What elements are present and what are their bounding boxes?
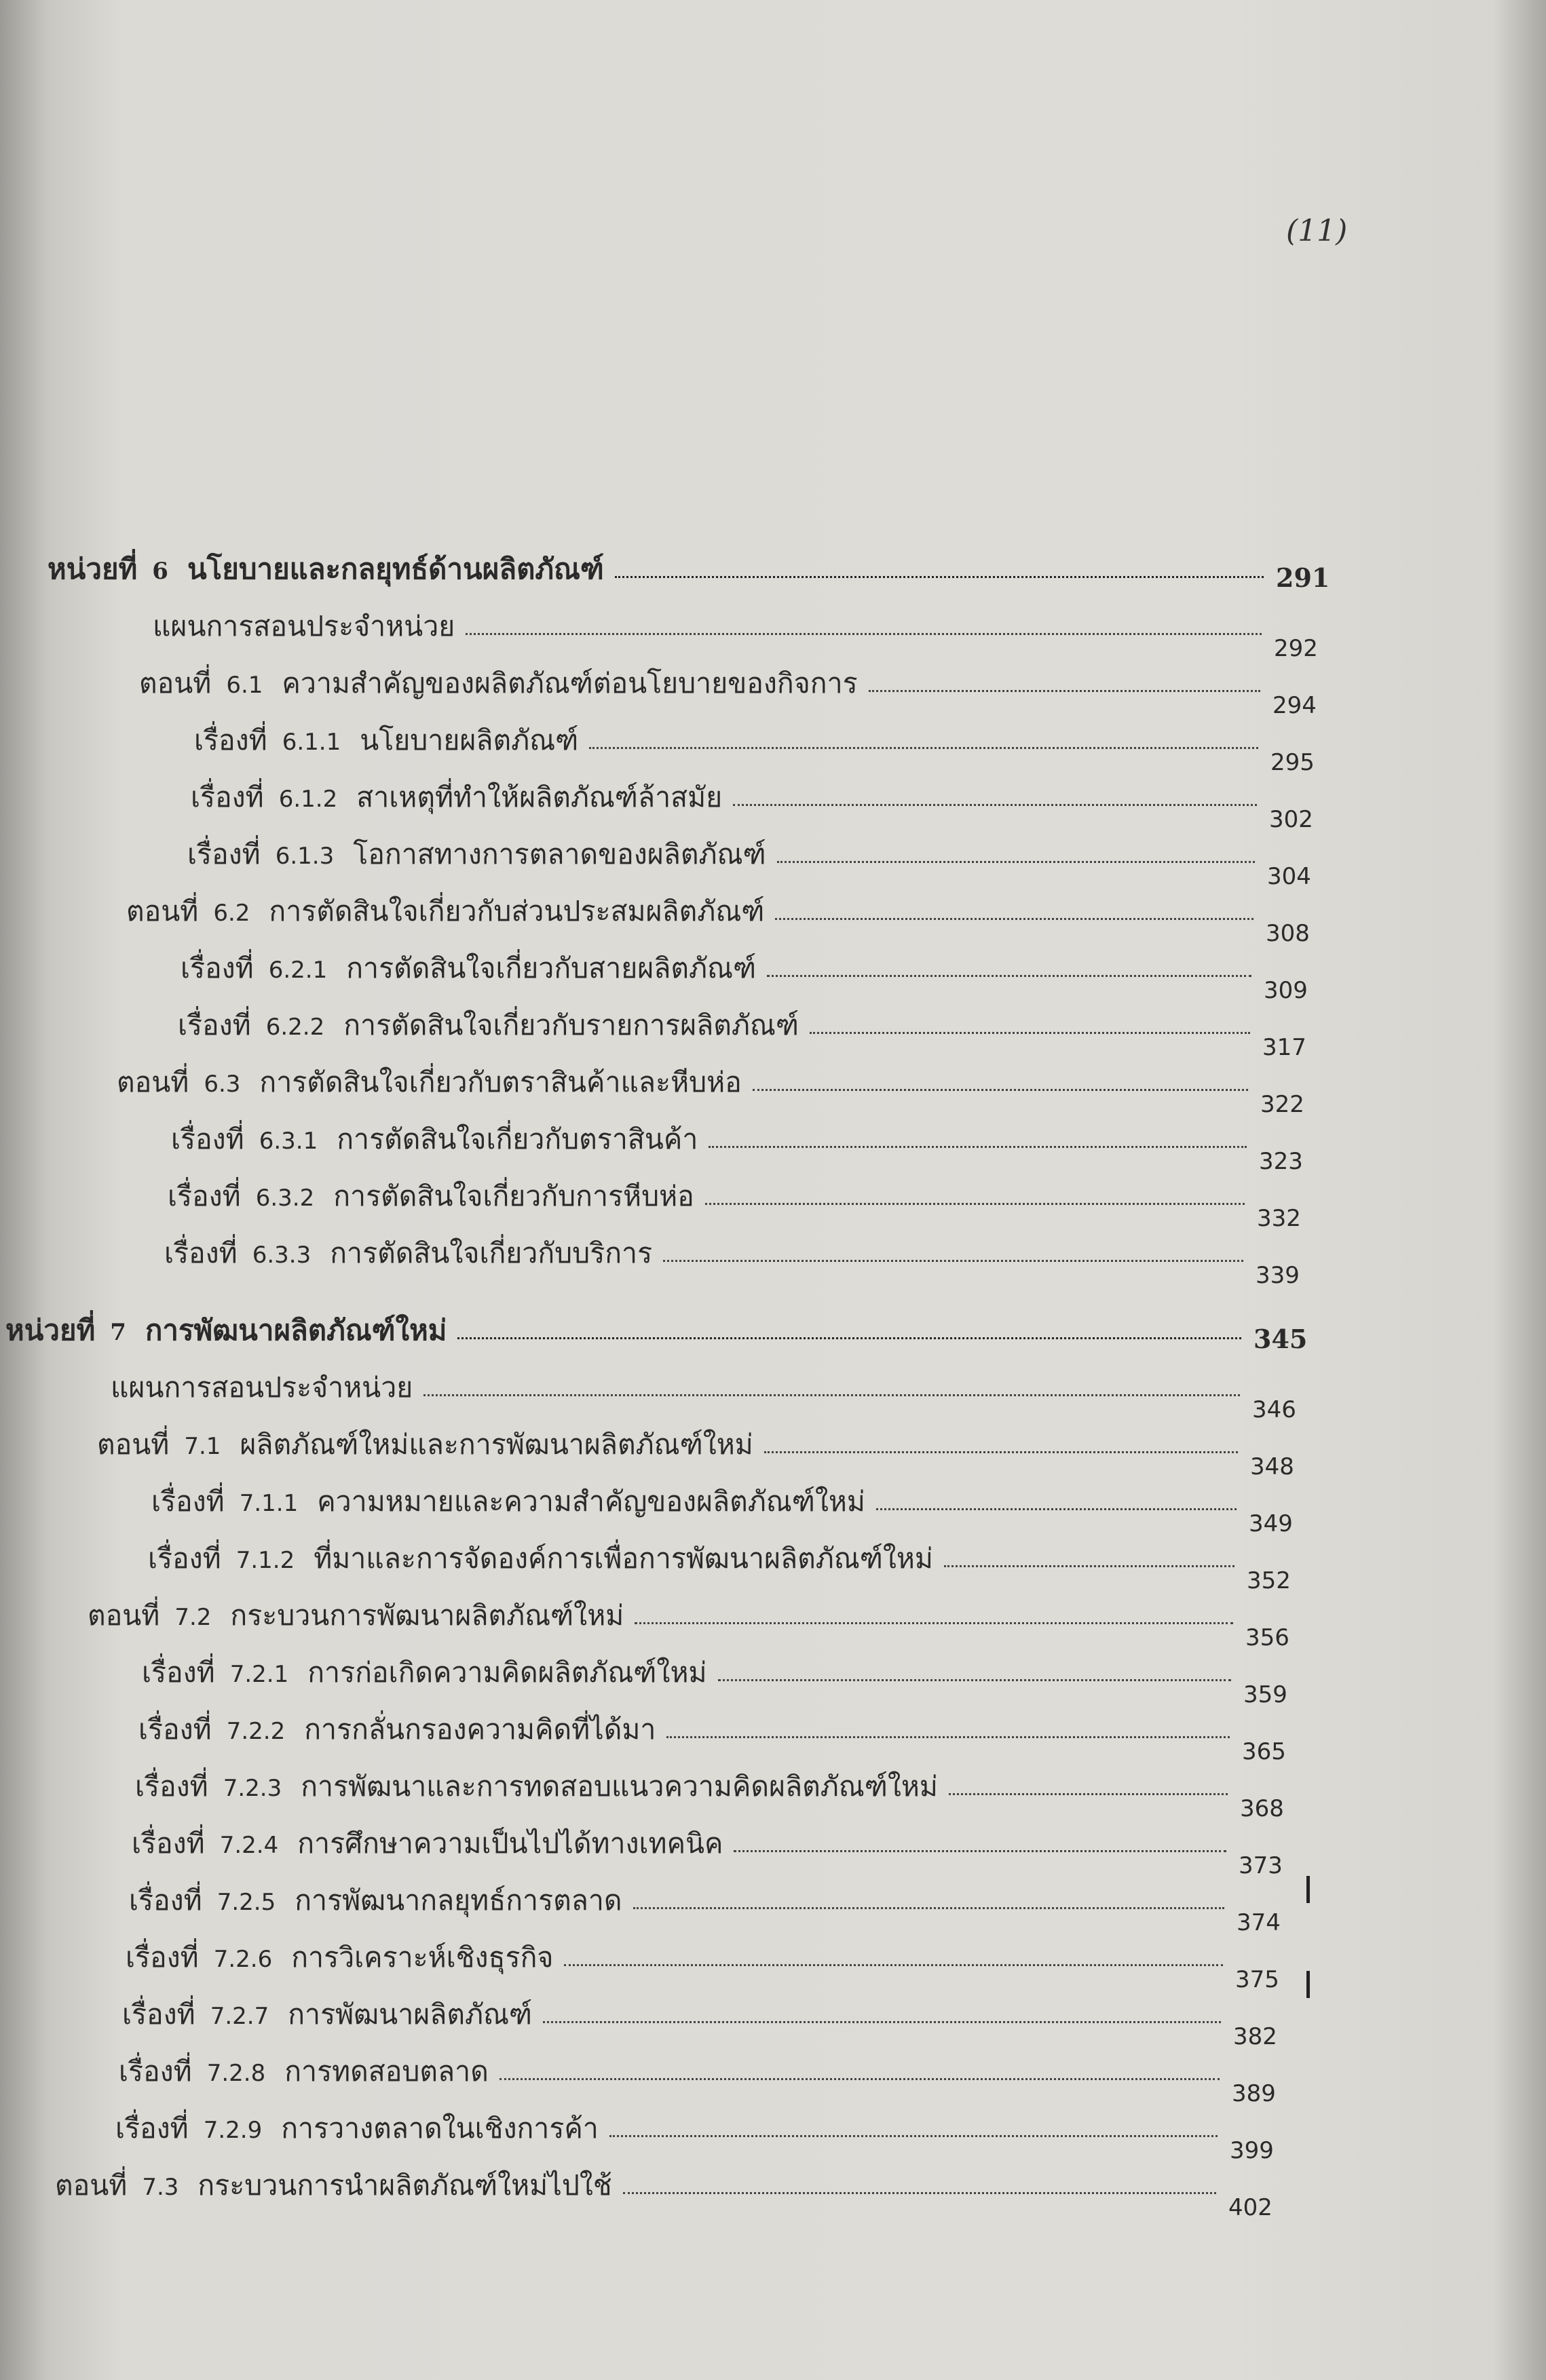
toc-entry-label	[194, 724, 589, 756]
toc-entry-prefix: ตอนที่	[88, 1599, 160, 1632]
dotted-leader	[499, 2078, 1220, 2080]
toc-entry-code: 7.3	[142, 2174, 179, 2201]
dotted-leader	[709, 1146, 1247, 1148]
toc-entry-title: ผลิตภัณฑ์ใหม่และการพัฒนาผลิตภัณฑ์ใหม่	[240, 1428, 753, 1461]
toc-entry-page-number: 373	[1239, 1852, 1283, 1879]
toc-entry-page-number: 389	[1232, 2080, 1276, 2107]
toc-entry-page-number: 368	[1240, 1795, 1284, 1822]
toc-entry-title: ความหมายและความสำคัญของผลิตภัณฑ์ใหม่	[317, 1485, 865, 1518]
dotted-leader	[543, 2021, 1221, 2023]
toc-entry-topic	[178, 985, 1317, 1061]
toc-entry-page-number: 365	[1242, 1738, 1286, 1765]
toc-entry-label	[148, 1542, 944, 1575]
toc-entry-topic	[132, 1803, 1293, 1879]
toc-entry-page-number: 375	[1235, 1966, 1279, 1993]
toc-entry-prefix: ตอนที่	[117, 1066, 189, 1098]
toc-entry-title: การพัฒนาและการทดสอบแนวความคิดผลิตภัณฑ์ใหม่	[301, 1770, 938, 1803]
dotted-leader	[876, 1508, 1237, 1510]
toc-entry-title: นโยบายผลิตภัณฑ์	[360, 724, 579, 756]
margin-mark	[1306, 1876, 1310, 1903]
toc-entry-title: โอกาสทางการตลาดของผลิตภัณฑ์	[353, 838, 766, 870]
dotted-leader	[944, 1565, 1234, 1567]
toc-entry-page-number: 317	[1262, 1034, 1306, 1061]
toc-entry-page-number: 291	[1276, 562, 1330, 593]
toc-entry-title: กระบวนการนำผลิตภัณฑ์ใหม่ไปใช้	[197, 2169, 612, 2202]
toc-entry-title: การตัดสินใจเกี่ยวกับบริการ	[330, 1237, 653, 1269]
toc-entry-page-number: 294	[1272, 692, 1317, 719]
toc-entry-label	[138, 1713, 666, 1746]
toc-entry-title: การพัฒนาผลิตภัณฑ์	[288, 1998, 533, 2031]
toc-entry-topic	[168, 1156, 1311, 1232]
dotted-leader	[767, 975, 1251, 977]
toc-entry-label	[181, 952, 767, 984]
toc-entry-label	[117, 1066, 753, 1098]
toc-entry-label	[139, 667, 869, 699]
toc-entry-prefix: เรื่องที่	[181, 952, 254, 984]
toc-entry-page-number: 309	[1264, 977, 1308, 1004]
toc-entry-prefix: หน่วยที่	[5, 1313, 96, 1347]
toc-entry-label	[178, 1009, 810, 1041]
toc-entry-page-number: 346	[1252, 1396, 1296, 1423]
toc-entry-code: 6.3.3	[252, 1242, 312, 1269]
toc-entry-code: 7.1.2	[235, 1547, 295, 1574]
toc-entry-code: 6.3.1	[259, 1128, 318, 1155]
toc-entry-title: การกลั่นกรองความคิดที่ได้มา	[304, 1713, 656, 1746]
toc-entry-topic	[126, 1917, 1289, 1993]
toc-entry-topic	[115, 2088, 1284, 2164]
toc-entry-label	[171, 1123, 709, 1155]
dotted-leader	[466, 633, 1262, 635]
toc-entry-label	[164, 1237, 663, 1269]
toc-entry-label	[126, 1941, 564, 1974]
toc-entry-label	[5, 1313, 457, 1347]
toc-entry-title: สาเหตุที่ทำให้ผลิตภัณฑ์ล้าสมัย	[356, 781, 723, 813]
dotted-leader	[734, 1850, 1226, 1852]
toc-entry-code: 7.2.1	[229, 1661, 289, 1688]
toc-entry-page-number: 345	[1253, 1324, 1308, 1354]
dotted-leader	[564, 1964, 1223, 1966]
toc-entry-prefix: เรื่องที่	[129, 1884, 202, 1917]
dotted-leader	[635, 1622, 1233, 1624]
toc-entry-code: 7.2.9	[203, 2117, 263, 2144]
toc-entry-title: ที่มาและการจัดองค์การเพื่อการพัฒนาผลิตภัณฑ์ใหม่	[314, 1542, 933, 1575]
toc-entry-code: 6.1.2	[278, 786, 338, 813]
toc-entry-plan	[111, 1347, 1306, 1423]
toc-entry-label	[142, 1656, 718, 1689]
toc-entry-prefix: เรื่องที่	[126, 1941, 199, 1974]
toc-entry-title: กระบวนการพัฒนาผลิตภัณฑ์ใหม่	[230, 1599, 624, 1632]
dotted-leader	[589, 747, 1258, 749]
toc-entry-topic	[148, 1518, 1301, 1594]
dotted-leader	[777, 861, 1255, 863]
toc-entry-topic	[151, 1461, 1303, 1537]
toc-entry-topic	[142, 1632, 1298, 1708]
toc-entry-label	[153, 610, 466, 642]
toc-entry-page-number: 352	[1247, 1567, 1291, 1594]
toc-entry-title: การตัดสินใจเกี่ยวกับรายการผลิตภัณฑ์	[343, 1009, 799, 1041]
dotted-leader	[869, 690, 1260, 692]
toc-entry-code: 7.2.4	[219, 1832, 279, 1859]
toc-entry-code: 6	[152, 558, 168, 585]
toc-entry-topic	[129, 1860, 1291, 1936]
toc-entry-unit	[5, 1290, 1308, 1354]
toc-entry-label	[111, 1371, 423, 1404]
dotted-leader	[423, 1394, 1240, 1396]
toc-entry-topic	[187, 814, 1321, 890]
toc-entry-code: 7.1	[184, 1433, 221, 1460]
toc-entry-title: การตัดสินใจเกี่ยวกับตราสินค้า	[337, 1123, 698, 1155]
toc-entry-code: 6.2	[213, 900, 250, 927]
toc-entry-title: การตัดสินใจเกี่ยวกับสายผลิตภัณฑ์	[346, 952, 757, 984]
toc-entry-topic	[119, 2031, 1286, 2107]
dotted-leader	[623, 2192, 1216, 2194]
toc-entry-page-number: 322	[1260, 1091, 1304, 1118]
toc-entry-section	[55, 2145, 1283, 2221]
toc-entry-label	[97, 1428, 764, 1461]
toc-entry-code: 7.2.8	[206, 2060, 266, 2087]
toc-entry-topic	[194, 700, 1325, 776]
toc-entry-unit	[48, 529, 1330, 593]
dotted-leader	[775, 918, 1253, 920]
toc-entry-prefix: เรื่องที่	[178, 1009, 251, 1041]
dotted-leader	[753, 1089, 1248, 1091]
toc-entry-title: การพัฒนาผลิตภัณฑ์ใหม่	[145, 1313, 447, 1347]
toc-entry-page-number: 349	[1249, 1510, 1293, 1537]
toc-entry-code: 6.3	[204, 1071, 241, 1098]
toc-entry-prefix: เรื่องที่	[135, 1770, 208, 1803]
toc-entry-code: 7	[110, 1319, 126, 1346]
toc-entry-code: 7.2	[174, 1604, 212, 1631]
toc-entry-code: 7.2.3	[223, 1775, 282, 1802]
dotted-leader	[705, 1203, 1245, 1205]
toc-entry-label	[132, 1827, 734, 1860]
dotted-leader	[810, 1032, 1250, 1034]
toc-entry-label	[48, 552, 615, 586]
toc-entry-page-number: 292	[1274, 635, 1318, 662]
toc-entry-label	[168, 1180, 705, 1212]
toc-entry-code: 6.2.2	[265, 1014, 325, 1041]
toc-entry-title: ความสำคัญของผลิตภัณฑ์ต่อนโยบายของกิจการ	[282, 667, 858, 699]
toc-entry-code: 7.1.1	[239, 1490, 299, 1517]
toc-entry-prefix: ตอนที่	[126, 895, 199, 927]
toc-entry-label	[115, 2112, 609, 2145]
toc-entry-section	[88, 1575, 1300, 1651]
toc-entry-section	[97, 1404, 1304, 1480]
toc-entry-topic	[138, 1689, 1296, 1765]
toc-entry-prefix: ตอนที่	[139, 667, 212, 699]
toc-entry-label	[126, 895, 775, 927]
toc-entry-code: 6.1	[226, 672, 263, 699]
toc-entry-page-number: 374	[1237, 1909, 1281, 1936]
toc-entry-page-number: 399	[1230, 2137, 1274, 2164]
toc-entry-code: 6.1.1	[282, 729, 341, 756]
dotted-leader	[764, 1451, 1238, 1453]
toc-entry-page-number: 359	[1243, 1681, 1287, 1708]
toc-entry-title: การก่อเกิดความคิดผลิตภัณฑ์ใหม่	[307, 1656, 707, 1689]
toc-entry-prefix: ตอนที่	[97, 1428, 170, 1461]
toc-entry-prefix: เรื่องที่	[115, 2112, 189, 2145]
toc-entry-code: 6.1.3	[275, 843, 335, 870]
toc-entry-topic	[164, 1213, 1310, 1289]
toc-entry-code: 6.2.1	[268, 957, 328, 984]
toc-entry-code: 7.2.6	[213, 1946, 273, 1973]
page-number: (11)	[1286, 214, 1348, 248]
dotted-leader	[666, 1736, 1230, 1738]
toc-entry-title: แผนการสอนประจำหน่วย	[153, 610, 455, 642]
toc-entry-prefix: เรื่องที่	[148, 1542, 221, 1575]
toc-entry-label	[55, 2169, 623, 2202]
toc-entry-prefix: หน่วยที่	[48, 552, 138, 586]
toc-entry-section	[117, 1042, 1315, 1118]
toc-entry-page-number: 295	[1270, 749, 1315, 776]
toc-entry-code: 7.2.7	[210, 2003, 269, 2030]
dotted-leader	[609, 2135, 1218, 2137]
toc-entry-label	[151, 1485, 876, 1518]
toc-entry-prefix: ตอนที่	[55, 2169, 128, 2202]
toc-entry-topic	[181, 928, 1318, 1004]
toc-entry-plan	[153, 586, 1328, 662]
toc-entry-page-number: 339	[1256, 1262, 1300, 1289]
dotted-leader	[949, 1793, 1228, 1795]
toc-entry-label	[119, 2055, 499, 2088]
toc-entry-page-number: 356	[1245, 1624, 1289, 1651]
toc-entry-label	[187, 838, 777, 870]
toc-entry-prefix: เรื่องที่	[122, 1998, 195, 2031]
toc-entry-label	[122, 1998, 543, 2031]
toc-entry-prefix: เรื่องที่	[119, 2055, 192, 2088]
toc-entry-topic	[171, 1099, 1313, 1175]
toc-entry-label	[88, 1599, 635, 1632]
toc-entry-topic	[191, 757, 1323, 833]
toc-entry-label	[129, 1884, 633, 1917]
toc-entry-label	[191, 781, 733, 813]
toc-entry-prefix: เรื่องที่	[132, 1827, 205, 1860]
toc-entry-code: 7.2.2	[226, 1718, 286, 1745]
toc-entry-prefix: เรื่องที่	[187, 838, 261, 870]
toc-entry-section	[126, 871, 1320, 947]
toc-entry-page-number: 402	[1228, 2194, 1272, 2221]
dotted-leader	[663, 1260, 1243, 1262]
toc-entry-page-number: 304	[1267, 863, 1311, 890]
dotted-leader	[718, 1679, 1231, 1681]
toc-entry-title: การตัดสินใจเกี่ยวกับตราสินค้าและหีบห่อ	[259, 1066, 742, 1098]
toc-entry-topic	[135, 1746, 1294, 1822]
toc-entry-page-number: 302	[1269, 806, 1313, 833]
toc-entry-code: 6.3.2	[255, 1185, 315, 1212]
dotted-leader	[457, 1337, 1241, 1339]
toc-entry-label	[135, 1770, 949, 1803]
toc-entry-page-number: 323	[1259, 1148, 1303, 1175]
toc-entry-prefix: เรื่องที่	[191, 781, 264, 813]
toc-entry-title: การวางตลาดในเชิงการค้า	[281, 2112, 599, 2145]
toc-entry-page-number: 308	[1266, 920, 1310, 947]
toc-entry-prefix: เรื่องที่	[138, 1713, 212, 1746]
toc-entry-page-number: 332	[1257, 1205, 1301, 1232]
toc-entry-code: 7.2.5	[216, 1889, 276, 1916]
toc-entry-prefix: เรื่องที่	[142, 1656, 215, 1689]
toc-entry-prefix: เรื่องที่	[151, 1485, 225, 1518]
toc-entry-title: การวิเคราะห์เชิงธุรกิจ	[291, 1941, 554, 1974]
dotted-leader	[633, 1907, 1224, 1909]
toc-entry-prefix: เรื่องที่	[194, 724, 267, 756]
margin-mark	[1306, 1971, 1310, 1998]
toc-entry-title: การตัดสินใจเกี่ยวกับส่วนประสมผลิตภัณฑ์	[269, 895, 765, 927]
toc-entry-title: การตัดสินใจเกี่ยวกับการหีบห่อ	[333, 1180, 694, 1212]
toc-entry-title: การทดสอบตลาด	[284, 2055, 489, 2088]
toc-entry-prefix: เรื่องที่	[168, 1180, 241, 1212]
toc-entry-section	[139, 643, 1327, 719]
toc-entry-title: การศึกษาความเป็นไปได้ทางเทคนิค	[297, 1827, 723, 1860]
toc-entry-title: การพัฒนากลยุทธ์การตลาด	[295, 1884, 622, 1917]
toc-entry-prefix: เรื่องที่	[164, 1237, 238, 1269]
toc-entry-title: นโยบายและกลยุทธ์ด้านผลิตภัณฑ์	[187, 552, 604, 586]
toc-entry-page-number: 382	[1233, 2023, 1277, 2050]
toc-entry-topic	[122, 1974, 1287, 2050]
toc-entry-title: แผนการสอนประจำหน่วย	[111, 1371, 413, 1404]
dotted-leader	[733, 804, 1257, 806]
toc-entry-prefix: เรื่องที่	[171, 1123, 244, 1155]
dotted-leader	[615, 576, 1264, 578]
toc-entry-page-number: 348	[1250, 1453, 1294, 1480]
